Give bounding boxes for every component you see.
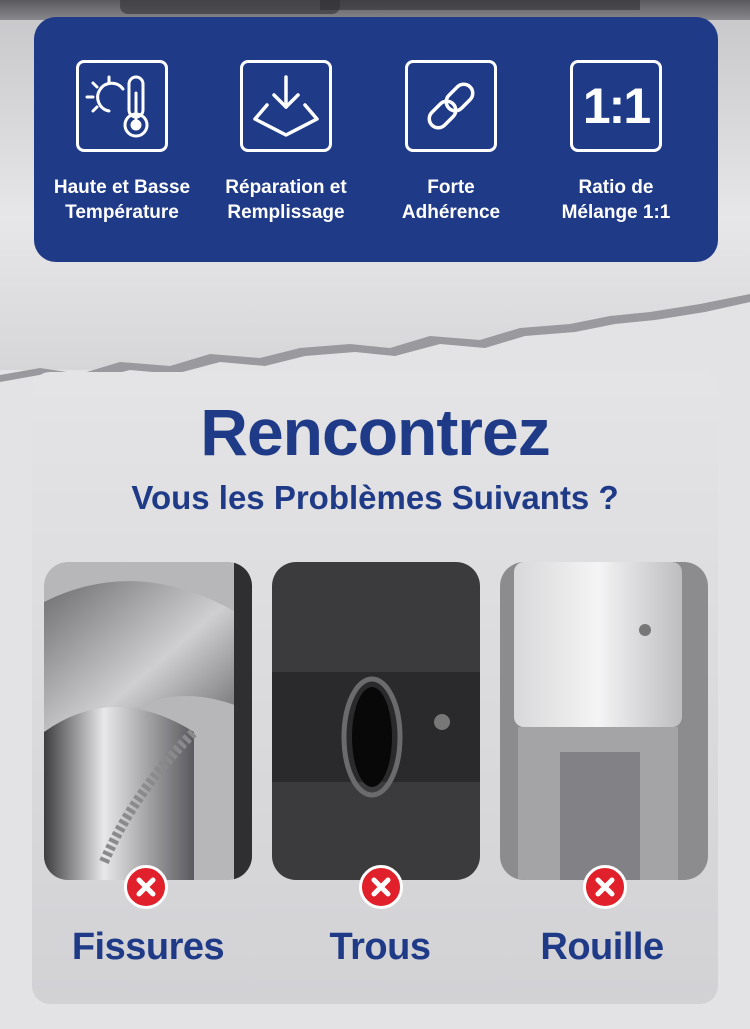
cracked-welded-pipe-photo — [44, 562, 252, 880]
problem-label-rouille: Rouille — [540, 926, 664, 968]
feature-label-repair: Réparation et Remplissage — [225, 177, 347, 223]
ratio-icon: 1:1 — [570, 60, 662, 152]
feature-label-adhesion: Forte Adhérence — [401, 177, 501, 223]
problem-label-trous: Trous — [329, 926, 431, 968]
feature-adhesion — [371, 17, 536, 262]
headline: Rencontrez — [200, 395, 550, 469]
x-mark-icon — [124, 865, 168, 909]
subheadline: Vous les Problèmes Suivants ? — [131, 479, 619, 516]
feature-ratio — [536, 17, 701, 262]
link-chain-icon — [405, 60, 497, 152]
download-tray-icon — [240, 60, 332, 152]
x-mark-icon — [359, 865, 403, 909]
thermometer-sun-icon — [76, 60, 168, 152]
problem-label-fissures: Fissures — [71, 926, 225, 968]
features-banner — [34, 17, 718, 262]
x-mark-icon — [583, 865, 627, 909]
feature-label-temperature: Haute et Basse Température — [53, 177, 191, 223]
rusted-hole-metal-photo — [272, 562, 480, 880]
feature-label-ratio: Ratio de Mélange 1:1 — [561, 177, 671, 223]
feature-repair — [206, 17, 371, 262]
rusty-pvc-pipe-photo — [500, 562, 708, 880]
feature-temperature — [42, 17, 207, 262]
